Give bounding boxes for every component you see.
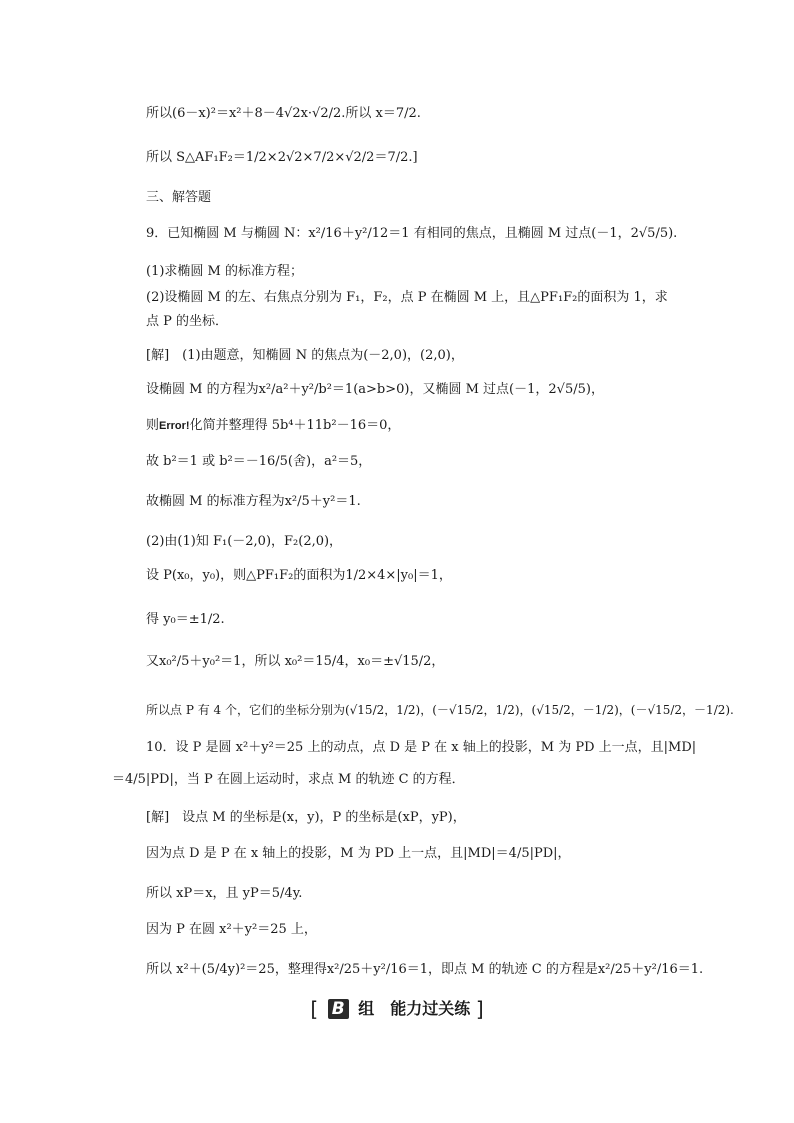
question-9: 9．已知椭圆 M 与椭圆 N：x²/16＋y²/12＝1 有相同的焦点，且椭圆 M 过点(－1，2√5/5). <box>146 226 678 241</box>
section-footer <box>0 996 794 1021</box>
group-badge: B <box>328 999 349 1019</box>
text-line: 故椭圆 M 的标准方程为x²/5＋y²＝1. <box>146 494 361 509</box>
text-line: 因为点 D 是 P 在 x 轴上的投影，M 为 PD 上一点，且|MD|＝4/5|PD|， <box>146 846 571 861</box>
solution-line: [解] 设点 M 的坐标是(x，y)，P 的坐标是(xP，yP)， <box>146 810 466 825</box>
text-line: 又x₀²/5＋y₀²＝1，所以 x₀²＝15/4，x₀＝±√15/2， <box>146 654 445 669</box>
bracket-open: [ <box>310 997 319 1021</box>
bracket-close: ] <box>475 997 484 1021</box>
text-fragment: 则 <box>146 418 160 433</box>
section-heading: 三、解答题 <box>146 190 212 205</box>
text-line: 因为 P 在圆 x²＋y²＝25 上， <box>146 922 317 937</box>
text-line: 所以点 P 有 4 个，它们的坐标分别为(√15/2，1/2)，(－√15/2，1/2)，(√15/2，－1/2)，(－√15/2，－1/2). <box>146 703 734 717</box>
footer-label: 组 能力过关练 <box>358 999 471 1018</box>
text-line <box>146 418 400 434</box>
text-line: 点 P 的坐标． <box>146 314 229 329</box>
text-line: ＝4/5|PD|，当 P 在圆上运动时，求点 M 的轨迹 C 的方程． <box>112 772 465 787</box>
text-line: 故 b²＝1 或 b²＝－16/5(舍)，a²＝5， <box>146 454 372 469</box>
text-line: 所以 xP＝x，且 yP＝5/4y. <box>146 886 303 901</box>
text-line: 得 y₀＝±1/2. <box>146 612 225 627</box>
text-line: 所以(6－x)²＝x²＋8－4√2x·√2/2.所以 x＝7/2. <box>146 106 421 121</box>
question-10: 10．设 P 是圆 x²＋y²＝25 上的动点，点 D 是 P 在 x 轴上的投影，M 为 PD 上一点，且|MD| <box>146 740 697 755</box>
text-line: (2)设椭圆 M 的左、右焦点分别为 F₁，F₂，点 P 在椭圆 M 上，且△PF₁F₂的面积为 1，求 <box>146 290 668 305</box>
text-fragment: 化简并整理得 5b⁴＋11b²－16＝0， <box>189 418 401 433</box>
text-line: (2)由(1)知 F₁(－2,0)，F₂(2,0)， <box>146 534 343 549</box>
text-line: (1)求椭圆 M 的标准方程； <box>146 264 303 279</box>
error-text: Error! <box>159 420 190 432</box>
text-line: 所以 x²＋(5/4y)²＝25，整理得x²/25＋y²/16＝1，即点 M 的轨迹 C 的方程是x²/25＋y²/16＝1. <box>146 962 704 977</box>
text-line: 设椭圆 M 的方程为x²/a²＋y²/b²＝1(a>b>0)，又椭圆 M 过点(－1，2√5/5)， <box>146 382 604 397</box>
text-line: 所以 S△AF₁F₂＝1/2×2√2×7/2×√2/2＝7/2.] <box>146 150 418 165</box>
text-line: 设 P(x₀，y₀)，则△PF₁F₂的面积为1/2×4×|y₀|＝1， <box>146 568 452 583</box>
solution-line: [解] (1)由题意，知椭圆 N 的焦点为(－2,0)，(2,0)， <box>146 348 464 363</box>
